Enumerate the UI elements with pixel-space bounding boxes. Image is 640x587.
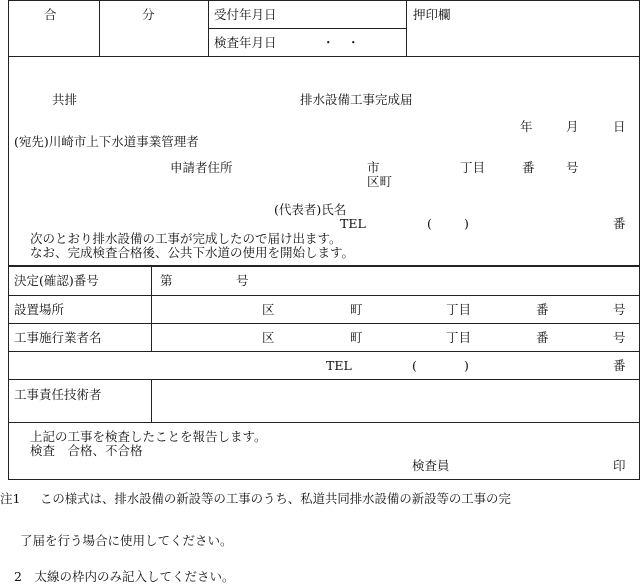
applicant-tel-label: TEL — [340, 216, 366, 231]
header-divider-1 — [99, 0, 100, 56]
location-ban: 番 — [536, 302, 549, 317]
decision-dai: 第 — [160, 273, 173, 288]
note1-line2: 了届を行う場合に使用してください。 — [20, 533, 233, 548]
inspection-date-label: 検査年月日 — [214, 35, 277, 50]
row-line-1 — [8, 295, 640, 296]
applicant-tel-paren-open: ( — [427, 216, 432, 231]
location-go: 号 — [613, 302, 626, 317]
header-bun: 分 — [142, 7, 155, 22]
bottom-border — [8, 479, 640, 480]
contractor-tel-ban: 番 — [613, 358, 626, 373]
date-month: 月 — [566, 119, 579, 134]
address-city: 市 — [367, 160, 380, 175]
row-line-3 — [8, 351, 640, 352]
inspection-report-line: 上記の工事を検査したことを報告します。 — [30, 429, 267, 444]
contractor-ban: 番 — [536, 330, 549, 345]
contractor-tel-label: TEL — [326, 358, 352, 373]
left-border — [8, 0, 9, 480]
row-line-5 — [8, 422, 640, 423]
location-ku: 区 — [262, 302, 275, 317]
applicant-address-label: 申請者住所 — [170, 160, 233, 175]
contractor-machi: 町 — [350, 330, 363, 345]
applicant-tel-paren-close: ) — [464, 216, 469, 231]
contractor-ku: 区 — [262, 330, 275, 345]
table-top-line — [8, 265, 640, 267]
label-col-divider-b — [151, 323, 152, 351]
engineer-label: 工事責任技術者 — [14, 387, 102, 402]
row-line-2 — [8, 323, 640, 324]
header-mid-line — [208, 28, 406, 29]
header-divider-3 — [406, 0, 407, 56]
inspection-result-line: 検査 合格、不合格 — [30, 443, 143, 458]
location-chome: 丁目 — [446, 302, 472, 317]
form-title: 排水設備工事完成届 — [300, 92, 413, 107]
date-year: 年 — [520, 119, 533, 134]
location-machi: 町 — [350, 302, 363, 317]
contractor-tel-paren-open: ( — [412, 358, 417, 373]
location-label: 設置場所 — [14, 302, 65, 317]
label-col-divider-c — [151, 379, 152, 422]
decision-number-label: 決定(確認)番号 — [14, 273, 99, 288]
note1-line1: この様式は、排水設備の新設等の工事のうち、私道共同排水設備の新設等の工事の完 — [40, 491, 511, 506]
applicant-name-label: (代表者)氏名 — [274, 202, 347, 217]
header-go: 合 — [44, 7, 57, 22]
header-divider-2 — [208, 0, 209, 56]
note1-prefix: 注1 — [0, 491, 21, 506]
inspection-date-dots: ・ ・ — [322, 35, 360, 50]
inspector-seal: 印 — [613, 458, 626, 473]
label-col-divider-a — [151, 265, 152, 323]
row-line-4 — [8, 379, 640, 380]
category-label: 共排 — [52, 92, 78, 107]
note2: 2 太線の枠内のみ記入してください。 — [14, 569, 235, 584]
contractor-go: 号 — [613, 330, 626, 345]
contractor-tel-paren-close: ) — [464, 358, 469, 373]
addressee: (宛先)川崎市上下水道事業管理者 — [14, 134, 199, 149]
header-bottom-line — [8, 56, 640, 57]
decision-go: 号 — [236, 273, 249, 288]
address-ban: 番 — [522, 160, 535, 175]
address-go: 号 — [566, 160, 579, 175]
applicant-tel-ban: 番 — [613, 216, 626, 231]
notice-body-line1: 次のとおり排水設備の工事が完成したので届け出ます。 — [30, 231, 342, 246]
top-border — [8, 0, 640, 1]
notice-body-line2: なお、完成検査合格後、公共下水道の使用を開始します。 — [30, 245, 355, 260]
date-day: 日 — [613, 119, 626, 134]
inspector-label: 検査員 — [412, 458, 450, 473]
contractor-chome: 丁目 — [446, 330, 472, 345]
contractor-label: 工事施行業者名 — [14, 330, 102, 345]
address-ward: 区町 — [367, 174, 393, 189]
received-date-label: 受付年月日 — [214, 7, 277, 22]
seal-label: 押印欄 — [413, 7, 451, 22]
address-chome: 丁目 — [460, 160, 486, 175]
